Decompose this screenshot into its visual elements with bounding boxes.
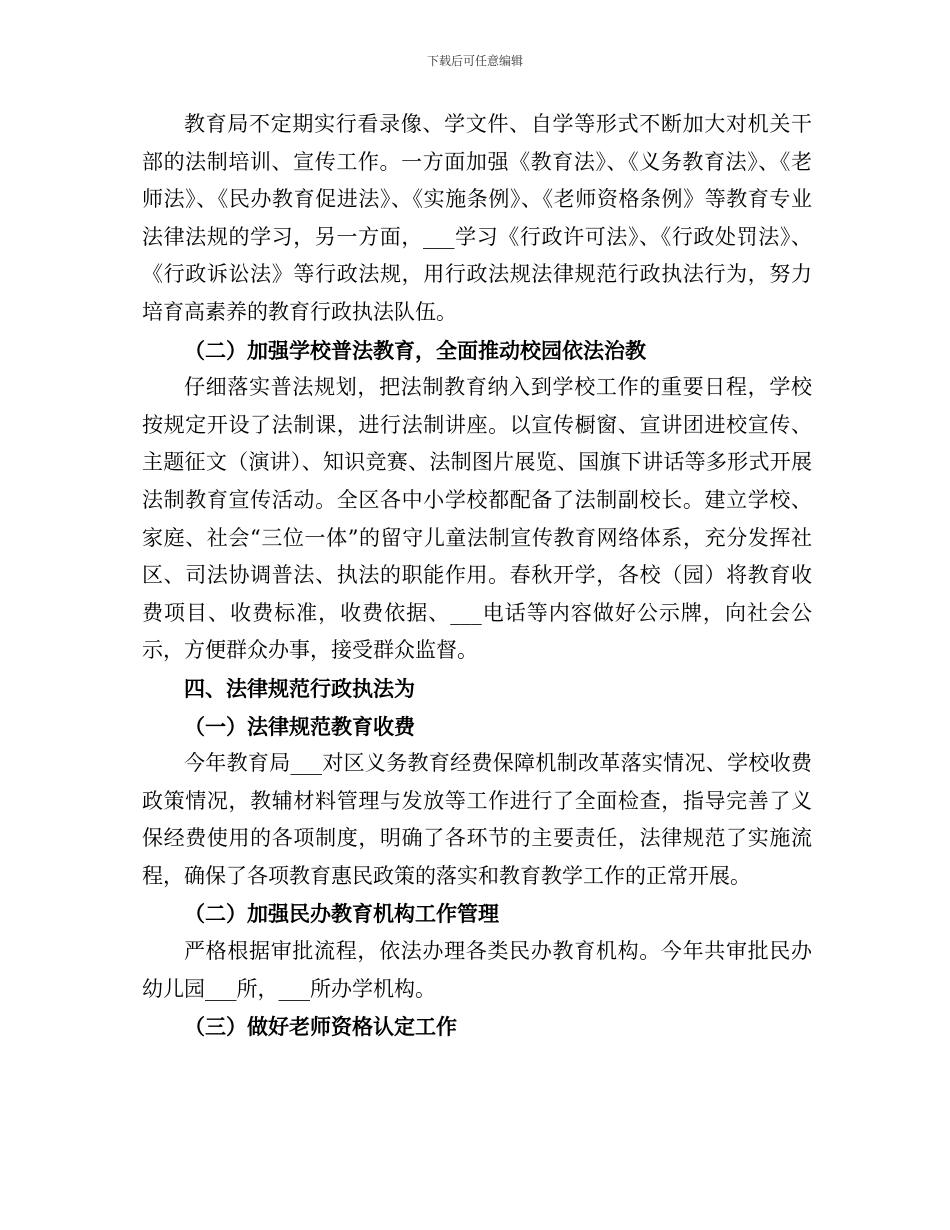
page-header: 下载后可任意编辑 bbox=[426, 54, 523, 68]
paragraph-education-fees: 今年教育局___对区义务教育经费保障机制改革落实情况、学校收费政策情况，教辅材料管理与发放等工作进行了全面检查，指导完善了义保经费使用的各项制度，明确了各环节的主要责任，法律规范了实施流程，确保了各项教育惠民政策的落实和教育教学工作的正常开展。 bbox=[142, 751, 812, 888]
paragraph-training: 教育局不定期实行看录像、学文件、自学等形式不断加大对机关干部的法制培训、宣传工作。一方面加强《教育法》、《义务教育法》、《老师法》、《民办教育促进法》、《实施条例》、《老师资格条例》等教育专业法律法规的学习，另一方面，___学习《行政许可法》、《行政处罚法》、《行政诉讼法》等行政法规，用行政法规法律规范行政执法行为，努力培育高素养的教育行政执法队伍。 bbox=[142, 112, 812, 324]
heading-school-law-education: （二）加强学校普法教育，全面推动校园依法治教 bbox=[184, 337, 646, 363]
heading-private-education: （二）加强民办教育机构工作管理 bbox=[184, 901, 499, 927]
paragraph-school-law-education: 仔细落实普法规划，把法制教育纳入到学校工作的重要日程，学校按规定开设了法制课，进行法制讲座。以宣传橱窗、宣讲团进校宣传、主题征文（演讲）、知识竞赛、法制图片展览、国旗下讲话等多形式开展法制教育宣传活动。全区各中小学校都配备了法制副校长。建立学校、家庭、社会“三位一体”的留守儿童法制宣传教育网络体系，充分发挥社区、司法协调普法、执法的职能作用。春秋开学，各校（园）将教育收费项目、收费标准，收费依据、___电话等内容做好公示牌，向社会公示，方便群众办事，接受群众监督。 bbox=[142, 375, 812, 663]
heading-education-fees: （一）法律规范教育收费 bbox=[184, 713, 415, 739]
heading-teacher-qualification: （三）做好老师资格认定工作 bbox=[184, 1014, 457, 1040]
heading-section-four: 四、法律规范行政执法为 bbox=[184, 675, 415, 701]
paragraph-private-education: 严格根据审批流程，依法办理各类民办教育机构。今年共审批民办幼儿园___所，___所办学机构。 bbox=[142, 939, 812, 1001]
document-body bbox=[142, 106, 812, 1046]
